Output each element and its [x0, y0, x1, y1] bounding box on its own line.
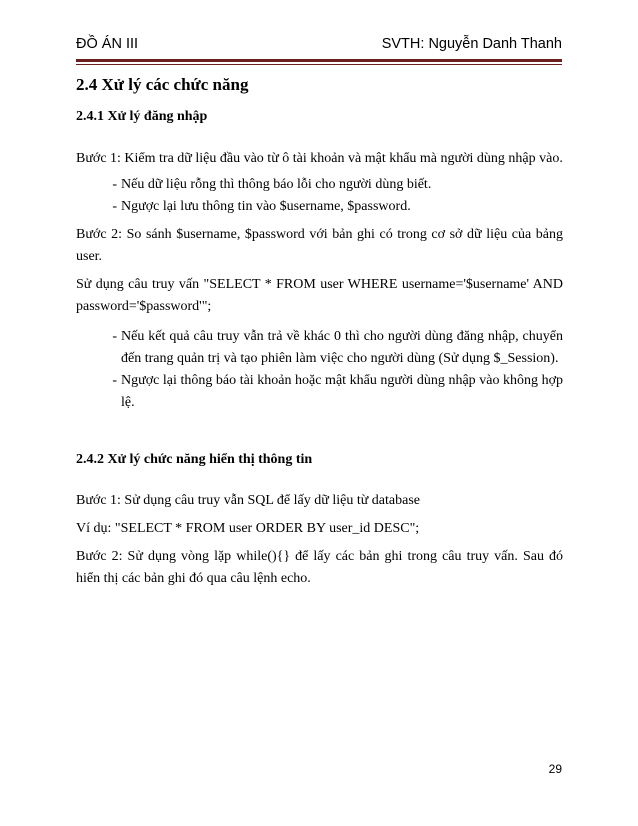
display-step-1: Bước 1: Sử dụng câu truy vẫn SQL để lấy dữ liệu từ database — [76, 493, 420, 508]
page-content — [76, 71, 563, 590]
login-step-1-bullet-1 — [76, 174, 563, 196]
page-number: 29 — [548, 762, 562, 776]
login-step-2-bullet-2 — [76, 370, 563, 414]
login-step-2-bullet-1 — [76, 326, 563, 370]
header-project-title: ĐỒ ÁN III — [76, 36, 139, 52]
bullet-text: Ngược lại thông báo tài khoản hoặc mật khẩu người dùng nhập vào không hợp lệ. — [121, 373, 563, 410]
header-rule-thick — [76, 59, 562, 62]
login-query: Sử dụng câu truy vấn "SELECT * FROM user WHERE username='$username' AND password='$password'"; — [76, 277, 563, 314]
login-step-1-bullet-2 — [76, 196, 563, 218]
bullet-dash: - — [112, 199, 117, 214]
header-rule-thin — [76, 64, 562, 65]
bullet-text: Nếu kết quả câu truy vẫn trả về khác 0 thì cho người dùng đăng nhập, chuyển đến trang quản trị và tạo phiên làm việc cho người dùng (Sử dụng $_Session). — [121, 329, 563, 366]
login-step-1: Bước 1: Kiểm tra dữ liệu đầu vào từ ô tài khoản và mật khẩu mà người dùng nhập vào. — [76, 151, 563, 166]
bullet-text: Nếu dữ liệu rỗng thì thông báo lỗi cho người dùng biết. — [121, 177, 432, 192]
section-2-4-heading: 2.4 Xử lý các chức năng — [76, 75, 249, 94]
section-2-4-1-heading: 2.4.1 Xử lý đăng nhập — [76, 109, 208, 124]
bullet-text: Ngược lại lưu thông tin vào $username, $password. — [121, 199, 411, 214]
login-step-2: Bước 2: So sánh $username, $password với bản ghi có trong cơ sở dữ liệu của bảng user. — [76, 227, 563, 264]
display-step-2: Bước 2: Sử dụng vòng lặp while(){} để lấy các bản ghi trong câu truy vấn. Sau đó hiển thị các bản ghi đó qua câu lệnh echo. — [76, 549, 563, 586]
bullet-dash: - — [112, 373, 117, 388]
section-2-4-2-heading: 2.4.2 Xử lý chức năng hiển thị thông tin — [76, 452, 313, 467]
page-header — [76, 36, 562, 60]
bullet-dash: - — [112, 177, 117, 192]
header-student-name: SVTH: Nguyễn Danh Thanh — [381, 36, 562, 52]
display-example: Ví dụ: "SELECT * FROM user ORDER BY user_id DESC"; — [76, 521, 420, 536]
bullet-dash: - — [112, 329, 117, 344]
